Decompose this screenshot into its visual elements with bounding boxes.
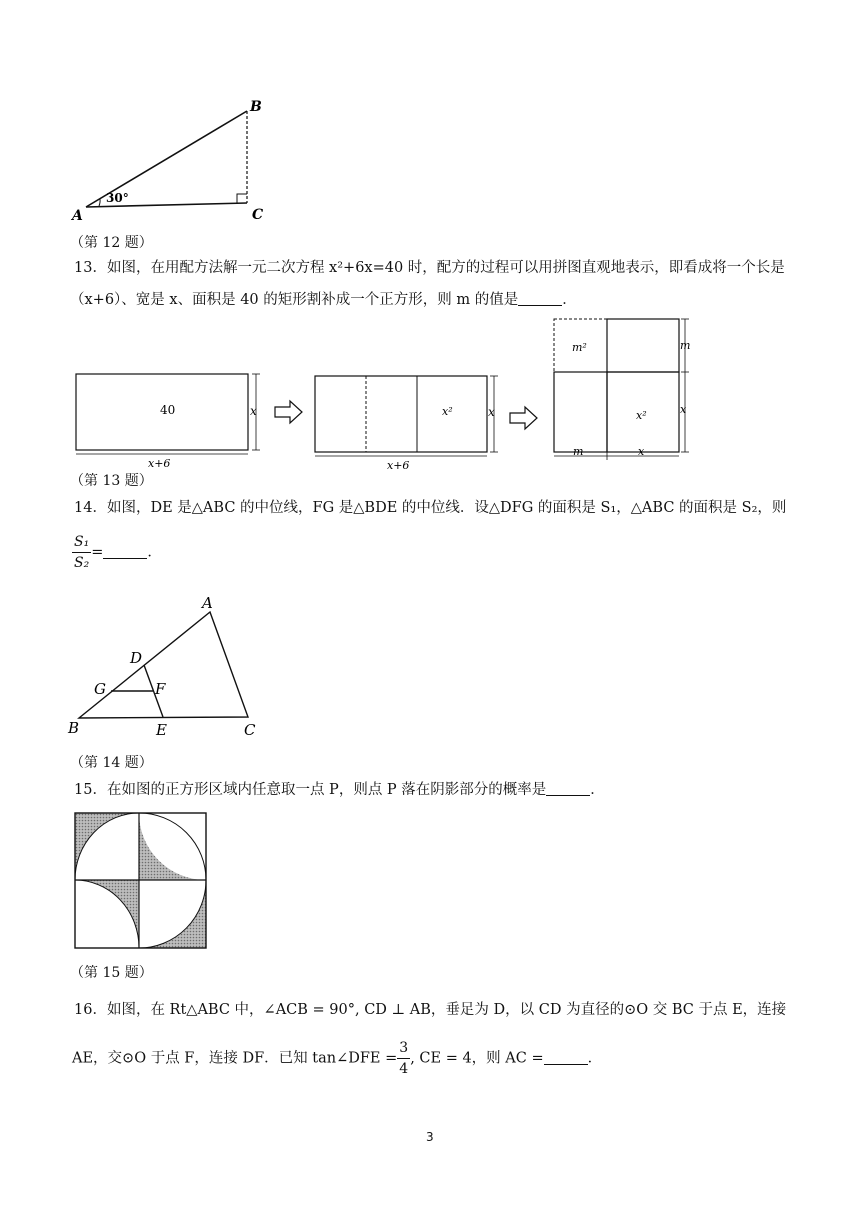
vertex-label-a: A: [202, 594, 213, 612]
caption-12: （第 12 题）: [70, 235, 153, 251]
question-13-line2: （x+6）、宽是 x、面积是 40 的矩形割补成一个正方形，则 m 的值是 ．: [70, 292, 577, 308]
vertex-label-b: B: [68, 719, 80, 737]
question-16-line2: AE，交⊙O 于点 F，连接 DF．已知 tan∠DFE = $\frac{3}{4}$ , CE = 4，则 AC = ．: [72, 1040, 603, 1077]
answer-blank: [546, 781, 590, 796]
x-squared-label-1: x²: [442, 405, 453, 418]
x-squared-label-2: x²: [636, 409, 647, 422]
bottom-x-label: x: [638, 445, 645, 458]
vertex-label-c: C: [244, 721, 256, 739]
tan-fraction: $\frac{3}{4}$: [399, 1040, 409, 1077]
area-40-label: 40: [160, 403, 176, 417]
figure-12: [60, 95, 290, 230]
figure-14: [62, 590, 272, 745]
vertex-label-e: E: [156, 721, 167, 739]
figure-15: [72, 810, 210, 952]
width-x-label-2: x: [488, 405, 495, 419]
question-13-line2-text: （x+6）、宽是 x、面积是 40 的矩形割补成一个正方形，则 m 的值是: [70, 292, 519, 308]
page-number: 3: [426, 1130, 434, 1144]
caption-13: （第 13 题）: [70, 473, 153, 489]
side-m-label: m: [680, 339, 691, 352]
question-14-line2: $\frac{\text{S₁}}{\text{S₂}}$ = ．: [74, 534, 162, 571]
caption-14: （第 14 题）: [70, 755, 153, 771]
width-x-label-1: x: [250, 404, 257, 418]
ratio-fraction: $\frac{\text{S₁}}{\text{S₂}}$: [74, 534, 90, 571]
angle-label: 30°: [106, 191, 129, 205]
question-16-text-post: , CE = 4，则 AC =: [410, 1050, 544, 1067]
vertex-label-d: D: [130, 649, 143, 667]
side-x-label: x: [680, 403, 687, 416]
vertex-label-a: A: [72, 208, 83, 224]
vertex-label-f: F: [155, 680, 166, 698]
question-15-text: 15．在如图的正方形区域内任意取一点 P，则点 P 落在阴影部分的概率是: [74, 782, 547, 798]
question-16-line1: 16．如图，在 Rt△ABC 中，∠ACB = 90°, CD ⊥ AB，垂足为 D，以 CD 为直径的⊙O 交 BC 于点 E，连接: [74, 1002, 787, 1018]
m-squared-label: m²: [572, 341, 587, 354]
length-label-1: x+6: [148, 457, 171, 470]
answer-blank: [103, 544, 147, 559]
answer-blank: [518, 291, 562, 306]
question-16-text-pre: AE，交⊙O 于点 F，连接 DF．已知 tan∠DFE =: [72, 1050, 398, 1067]
vertex-label-b: B: [250, 99, 262, 115]
bottom-m-label: m: [573, 445, 584, 458]
question-15-line1: 15．在如图的正方形区域内任意取一点 P，则点 P 落在阴影部分的概率是 ．: [74, 782, 605, 798]
vertex-label-c: C: [252, 207, 264, 223]
caption-15: （第 15 题）: [70, 965, 153, 981]
question-13-line1: 13．如图，在用配方法解一元二次方程 x²+6x=40 时，配方的过程可以用拼图直观地表示，即看成将一个长是: [74, 260, 785, 276]
answer-blank: [544, 1050, 588, 1065]
vertex-label-g: G: [94, 680, 106, 698]
figure-13: [70, 315, 700, 472]
length-label-2: x+6: [387, 459, 410, 472]
question-14-line1: 14．如图，DE 是△ABC 的中位线，FG 是△BDE 的中位线．设△DFG 的面积是 S₁，△ABC 的面积是 S₂，则: [74, 500, 787, 516]
